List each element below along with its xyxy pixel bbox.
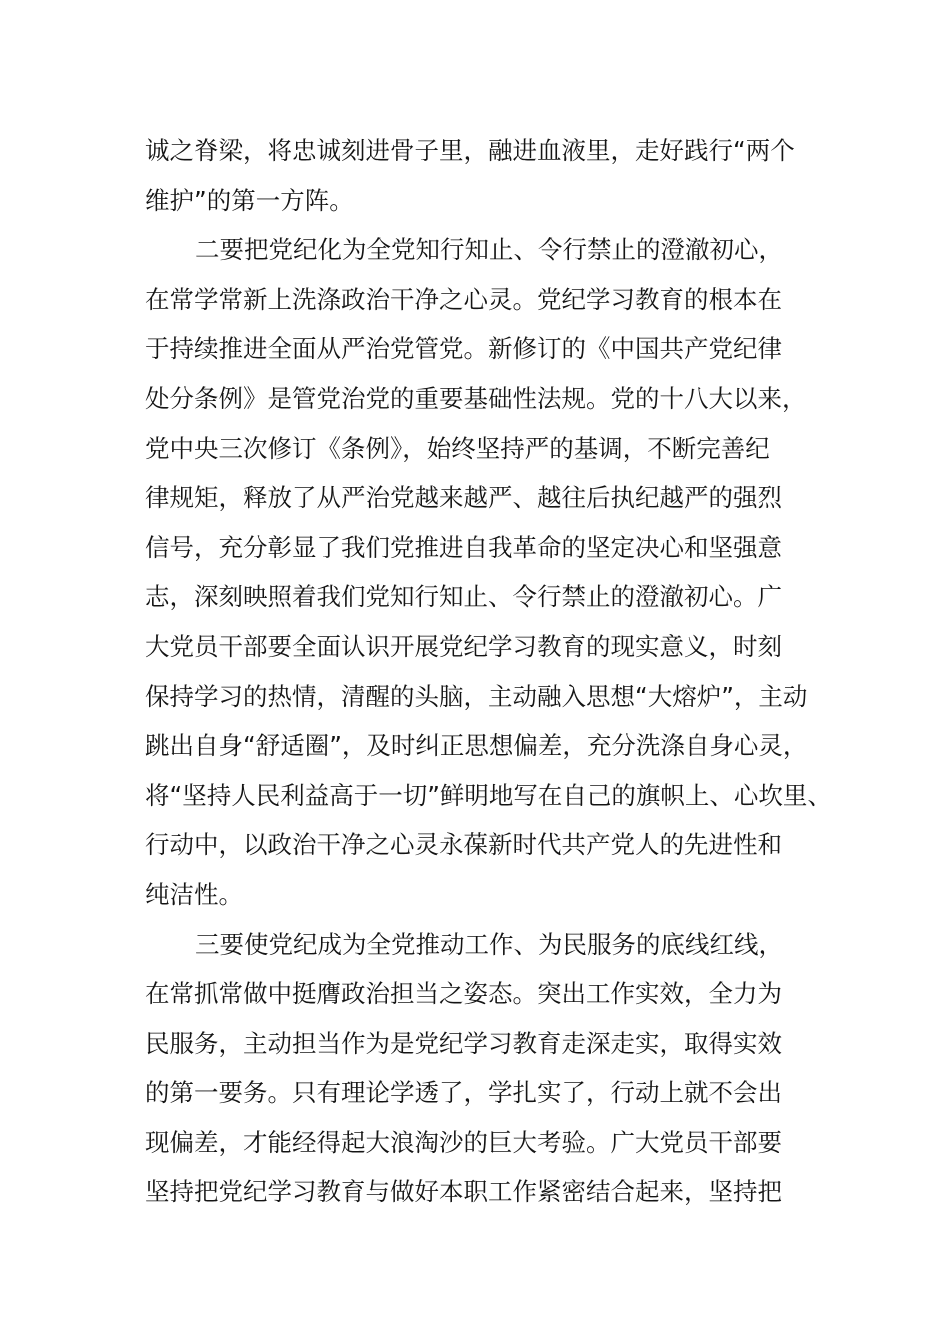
- text-line: 保持学习的热情，清醒的头脑，主动融入思想“大熔炉”，主动: [145, 681, 808, 711]
- text-line: 诚之脊梁，将忠诚刻进骨子里，融进血液里，走好践行“两个: [145, 136, 795, 165]
- text-line: 三要使党纪成为全党推动工作、为民服务的底线红线，: [195, 929, 783, 959]
- text-line: 行动中，以政治干净之心灵永葆新时代共产党人的先进性和: [145, 830, 782, 860]
- text-line: 志，深刻映照着我们党知行知止、令行禁止的澄澈初心。广: [145, 582, 782, 612]
- paragraph-2: [145, 225, 832, 919]
- text-line: 律规矩，释放了从严治党越来越严、越往后执纪越严的强烈: [145, 483, 782, 513]
- text-line: 于持续推进全面从严治党管党。新修订的《中国共产党纪律: [145, 334, 782, 364]
- text-line: 大党员干部要全面认识开展党纪学习教育的现实意义，时刻: [145, 631, 782, 661]
- text-line: 坚持把党纪学习教育与做好本职工作紧密结合起来，坚持把: [145, 1177, 782, 1207]
- text-line: 在常学常新上洗涤政治干净之心灵。党纪学习教育的根本在: [145, 284, 782, 314]
- text-line: 处分条例》是管党治党的重要基础性法规。党的十八大以来，: [145, 383, 807, 413]
- text-line: 纯洁性。: [145, 879, 243, 909]
- text-line: 党中央三次修订《条例》，始终坚持严的基调，不断完善纪: [145, 433, 770, 463]
- text-line: 二要把党纪化为全党知行知止、令行禁止的澄澈初心，: [195, 235, 783, 265]
- text-line: 跳出自身“舒适圈”，及时纠正思想偏差，充分洗涤自身心灵，: [145, 731, 808, 761]
- text-line: 现偏差，才能经得起大浪淘沙的巨大考验。广大党员干部要: [145, 1127, 782, 1157]
- text-line: 维护”的第一方阵。: [145, 185, 354, 215]
- paragraph-1: [145, 126, 825, 225]
- text-line: 民服务，主动担当作为是党纪学习教育走深走实，取得实效: [145, 1028, 782, 1058]
- text-line: 的第一要务。只有理论学透了，学扎实了，行动上就不会出: [145, 1078, 782, 1108]
- paragraph-3: [145, 920, 825, 1218]
- body-text: [145, 126, 832, 1217]
- text-line: 将“坚持人民利益高于一切”鲜明地写在自己的旗帜上、心坎里、: [145, 780, 832, 810]
- text-line: 在常抓常做中挺膺政治担当之姿态。突出工作实效，全力为: [145, 979, 782, 1009]
- text-line: 信号，充分彰显了我们党推进自我革命的坚定决心和坚强意: [145, 532, 782, 562]
